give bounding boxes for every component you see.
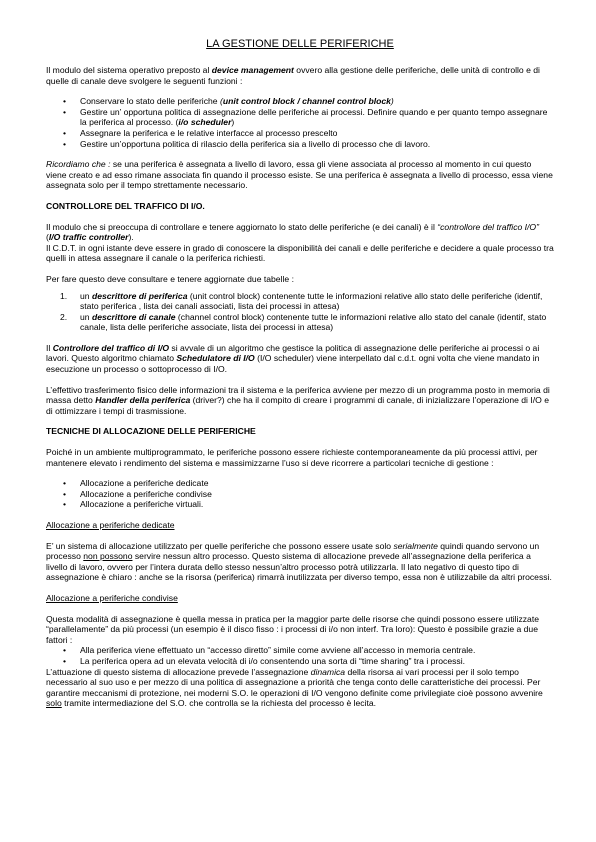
- controller-paragraph: Il modulo che si preoccupa di controllare e tenere aggiornato lo stato delle periferiche (e dei canali) è il “controllore del traffico I/O” (I/O traffic controller).: [46, 221, 539, 243]
- list-item: • Allocazione a periferiche dedicate: [46, 478, 554, 489]
- document-page: [46, 38, 554, 709]
- device-management-term: device management: [211, 65, 294, 75]
- tables-intro: Per fare questo deve consultare e tenere aggiornate due tabelle :: [46, 273, 294, 284]
- cdt-paragraph: Il C.D.T. in ogni istante deve essere in grado di conoscere la disponibilità dei canali e delle periferiche e decidere a quale processo tra quelli in attesa assegnare il canale o la periferica richiesti.: [46, 242, 554, 264]
- list-item: • Gestire un’opportuna politica di rilascio della periferica sia a livello di processo che di lavoro.: [46, 139, 554, 150]
- list-item: • La periferica opera ad un elevata velocità di i/o consentendo una sorta di “time sharing” tra i processi.: [46, 656, 554, 667]
- shared-conclusion-paragraph: L’attuazione di questo sistema di allocazione prevede l’assegnazione dinamica della risorsa ai vari processi per il solo tempo necessario al suo uso e per mezzo di una politica di assegnazione a priorità che tenga conto delle caratteristiche dei processi. Per garantire meccanismi di protezione, nei moderni S.O. le operazioni di I/O vengono definite come privilegiate cioè possono avvenire solo tramite intermediazione del S.O. che controlla se la richiesta del processo è lecita.: [46, 666, 543, 709]
- list-item: 1. un descrittore di periferica (unit control block) contenente tutte le informazioni relative allo stato delle periferiche (identif, stato periferica , lista dei canali associati, lista dei processi in attesa): [60, 290, 543, 312]
- section-heading-controller: CONTROLLORE DEL TRAFFICO DI I/O.: [46, 200, 205, 211]
- list-item: • Allocazione a periferiche virtuali.: [46, 499, 554, 510]
- list-item: • Conservare lo stato delle periferiche (unit control block / channel control block): [46, 96, 554, 107]
- allocation-paragraph: Poiché in un ambiente multiprogrammato, le periferiche possono essere richieste contemporaneamente da più processi attivi, per mantenere elevato i rendimento del sistema e massimizzarne l’uso si deve ricorrere a particolari tecniche di gestione :: [46, 447, 538, 468]
- allocation-types-list: [46, 478, 554, 510]
- scheduler-paragraph: Il Controllore del traffico di I/O si avvale di un algoritmo che gestisce la politica di assegnazione delle periferiche ai processi o ai lavori. Questo algoritmo chiamato Schedulatore di I/O (I/O scheduler) viene interpellato dal c.d.t. ogni volta che viene mandato in esecuzione un processo o sottoprocesso di I/O.: [46, 342, 540, 375]
- list-item: • Gestire un’ opportuna politica di assegnazione delle periferiche ai processi. Definire quando e per quanto tempo assegnare la periferica al processo. (i/o scheduler): [46, 107, 554, 128]
- shared-factors-list: [46, 645, 554, 666]
- tables-list: [46, 291, 554, 333]
- section-heading-allocation: TECNICHE DI ALLOCAZIONE DELLE PERIFERICHE: [46, 426, 256, 437]
- shared-paragraph: Questa modalità di assegnazione è quella messa in pratica per la maggior parte delle risorse che quindi possono essere utilizzate “parallelamente” da più processi (un esempio è il disco fisso : i processi di i/o non interf. Tra loro): Questo è possibile grazie a due fattori :: [46, 613, 539, 645]
- list-item: • Alla periferica viene effettuato un “accesso diretto” simile come avviene all’accesso in memoria centrale.: [46, 645, 554, 656]
- list-item: • Allocazione a periferiche condivise: [46, 489, 554, 500]
- subheading-shared: Allocazione a periferiche condivise: [46, 592, 178, 603]
- list-item: • Assegnare la periferica e le relative interfacce al processo prescelto: [46, 128, 554, 139]
- list-item: 2. un descrittore di canale (channel control block) contenente tutte le informazioni relative allo stato del canale (identif, stato canale, lista delle periferiche associate, lista dei processi in attesa): [60, 311, 547, 333]
- subheading-dedicated: Allocazione a periferiche dedicate: [46, 520, 175, 530]
- intro-paragraph: Il modulo del sistema operativo preposto al device management ovvero alla gestione delle periferiche, delle unità di controllo e di quelle di canale deve svolgere le seguenti funzioni :: [46, 65, 540, 86]
- functions-list: [46, 96, 554, 149]
- handler-paragraph: L’effettivo trasferimento fisico delle informazioni tra il sistema e la periferica avviene per mezzo di un programma posto in memoria di massa detto Handler della periferica (driver?) che ha il compito di creare i programmi di canale, di inizializzare l’operazione di I/O e di ottimizzare i tempi di trasmissione.: [46, 384, 550, 416]
- document-title: LA GESTIONE DELLE PERIFERICHE: [206, 38, 394, 50]
- dedicated-paragraph: E’ un sistema di allocazione utilizzato per quelle periferiche che possono essere usate solo serialmente quindi quando servono un processo non possono servire nessun altro processo. Questo sistema di allocazione prevede all’assegnazione della periferica a livello di lavoro, ovvero per l’intera durata dello stesso nessun’altro processo potrà utilizzarla. Il lato negativo di questo tipo di assegnazione è chiaro : anche se la risorsa (periferica) rimarrà inutilizzata per diverso tempo, essa non è utilizzabile da altri processi.: [46, 540, 552, 583]
- reminder-paragraph: Ricordiamo che : se una periferica è assegnata a livello di lavoro, essa gli viene associata al processo al momento in cui questo viene creato e ad esso rimane associata fin quando il processo esiste. Se una periferica è assegnata a livello di processo, essa viene assegnata solo per il tempo strettamente necessario.: [46, 159, 553, 191]
